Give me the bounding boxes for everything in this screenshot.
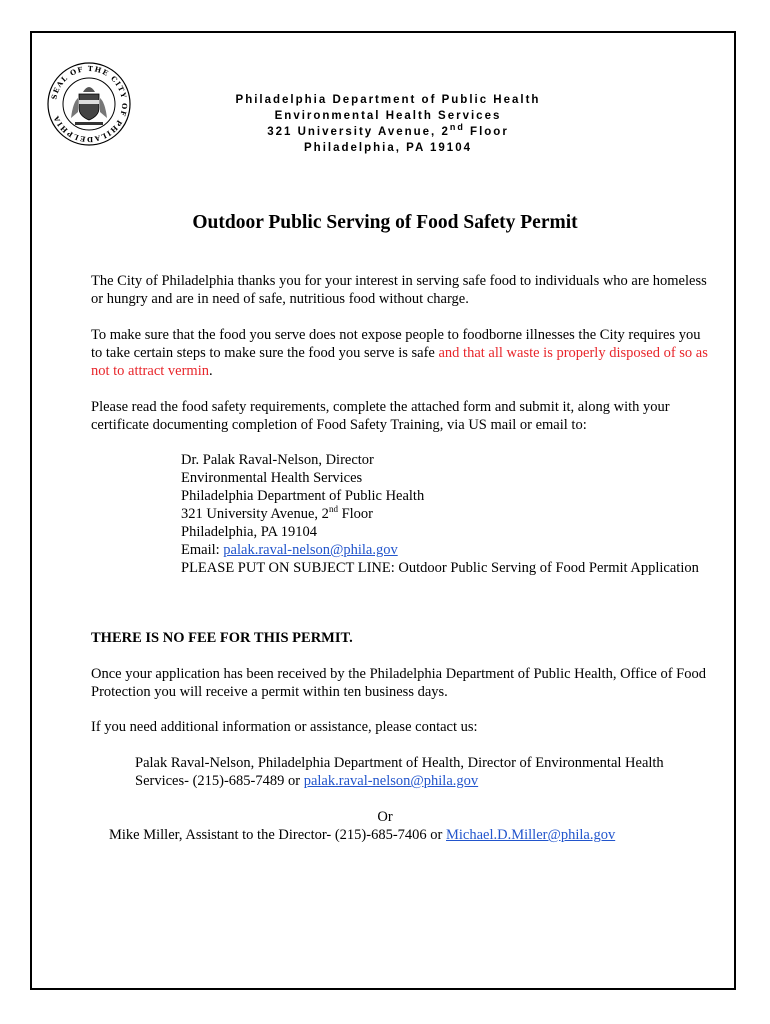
or-separator: Or <box>377 809 393 825</box>
subject-line-instruction: PLEASE PUT ON SUBJECT LINE: Outdoor Public Serving of Food Permit Application <box>181 560 699 576</box>
document-title: Outdoor Public Serving of Food Safety Permit <box>192 212 578 233</box>
safety-paragraph: To make sure that the food you serve does not expose people to foodborne illnesses the City requires you to take certain steps to make sure the food you serve is safe and that all waste is properly disposed of so as not to attract vermin. <box>91 327 708 379</box>
contact-assistant: Mike Miller, Assistant to the Director- (215)-685-7406 or Michael.D.Miller@phila.gov <box>109 827 616 843</box>
letterhead-city: Philadelphia, PA 19104 <box>304 142 472 154</box>
instructions-paragraph: Please read the food safety requirements, complete the attached form and submit it, along with your certificate documenting completion of Food Safety Training, via US mail or email to: <box>91 399 670 433</box>
address-city: Philadelphia, PA 19104 <box>181 524 318 540</box>
intro-paragraph: The City of Philadelphia thanks you for your interest in serving safe food to individuals who are homeless or hungry and are in need of safe, nutritious food without charge. <box>91 273 707 307</box>
address-department: Philadelphia Department of Public Health <box>181 488 425 504</box>
fee-notice: THERE IS NO FEE FOR THIS PERMIT. <box>91 630 353 646</box>
letterhead-street: 321 University Avenue, 2nd Floor <box>267 122 509 138</box>
letterhead <box>188 92 588 156</box>
director-email-link[interactable]: palak.raval-nelson@phila.gov <box>303 773 479 789</box>
contact-director: Palak Raval-Nelson, Philadelphia Department of Health, Director of Environmental Health Services- (215)-685-7489 or palak.raval-nelson@phila.gov <box>135 755 664 789</box>
assistant-email-link[interactable]: Michael.D.Miller@phila.gov <box>446 827 616 843</box>
address-name: Dr. Palak Raval-Nelson, Director <box>181 452 374 468</box>
waste-highlight: and that all waste is properly disposed of so as not to attract vermin <box>91 345 708 379</box>
processing-paragraph: Once your application has been received by the Philadelphia Department of Public Health, Office of Food Protection you will receive a permit within ten business days. <box>91 666 706 700</box>
contact-intro: If you need additional information or assistance, please contact us: <box>91 719 478 735</box>
email-link[interactable]: palak.raval-nelson@phila.gov <box>223 542 398 558</box>
address-street: 321 University Avenue, 2nd Floor <box>181 504 373 522</box>
letterhead-division: Environmental Health Services <box>274 110 502 122</box>
address-division: Environmental Health Services <box>181 470 363 486</box>
letterhead-department: Philadelphia Department of Public Health <box>235 94 541 106</box>
city-seal-icon <box>47 62 131 146</box>
address-email: Email: palak.raval-nelson@phila.gov <box>181 542 398 558</box>
svg-text:SEAL OF THE CITY OF PHILADELPH: SEAL OF THE CITY OF PHILADELPHIA <box>49 63 130 145</box>
mailing-address <box>181 451 701 577</box>
